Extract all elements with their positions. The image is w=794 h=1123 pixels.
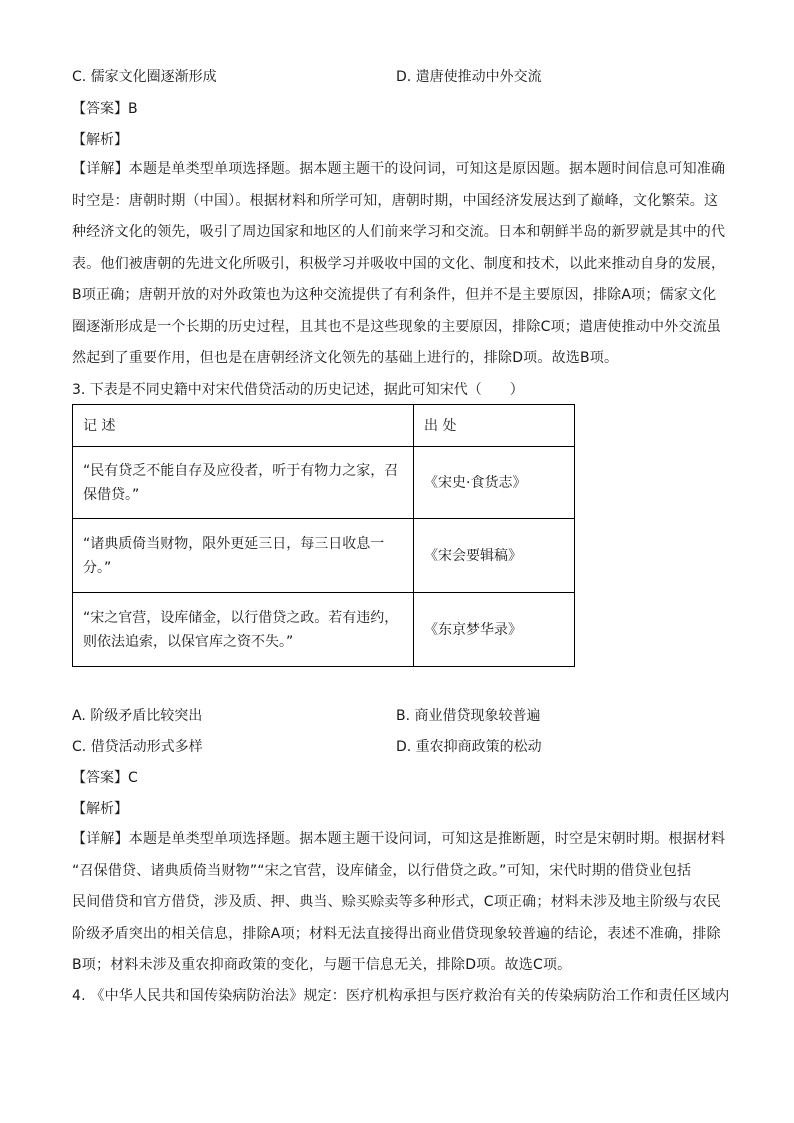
- q3-answer: 【答案】C: [72, 770, 138, 786]
- q3-stem: 3. 下表是不同史籍中对宋代借贷活动的历史记述，据此可知宋代（ ）: [72, 382, 524, 398]
- q2-explanation-line: 然起到了重要作用，但也是在唐朝经济文化领先的基础上进行的，排除D项。故选B项。: [72, 350, 619, 366]
- record-cell: [73, 593, 414, 667]
- q4-stem: 4. 《中华人民共和国传染病防治法》规定：医疗机构承担与医疗救治有关的传染病防治工作和责任区域内: [72, 988, 730, 1004]
- q2-option-d: D. 遣唐使推动中外交流: [396, 69, 542, 85]
- q3-explanation-line: 民间借贷和官方借贷，涉及质、押、典当、赊买赊卖等多种形式，C项正确；材料未涉及地主阶级与农民: [72, 894, 721, 910]
- record-text: “宋之官营，设库储金，以行借贷之政。若有违约，: [83, 609, 399, 626]
- q3-explanation-line: B项；材料未涉及重农抑商政策的变化，与题干信息无关，排除D项。故选C项。: [72, 957, 572, 973]
- table-row: [73, 519, 575, 593]
- q2-explanation-line: 时空是：唐朝时期（中国）。根据材料和所学可知，唐朝时期，中国经济发展达到了巅峰，文化繁荣。这: [72, 193, 719, 209]
- q3-option-a: A. 阶级矛盾比较突出: [72, 708, 203, 724]
- record-text: “民有贷乏不能自存及应役者，听于有物力之家，召: [83, 462, 399, 479]
- record-cell: [73, 519, 414, 593]
- table-row: [73, 593, 575, 667]
- q3-analysis-label: 【解析】: [72, 801, 128, 817]
- q2-answer: 【答案】B: [72, 101, 138, 117]
- header-record: 记 述: [73, 405, 414, 447]
- q2-explanation-line: 表。他们被唐朝的先进文化所吸引，积极学习并吸收中国的文化、制度和技术，以此来推动自身的发展，: [72, 256, 726, 272]
- table-header-row: [73, 405, 575, 447]
- table-row: [73, 447, 575, 519]
- q2-explanation-line: B项正确；唐朝开放的对外政策也为这种交流提供了有利条件，但并不是主要原因，排除A项；儒家文化: [72, 287, 717, 303]
- q3-option-c: C. 借贷活动形式多样: [72, 739, 203, 755]
- q2-analysis-label: 【解析】: [72, 132, 128, 148]
- record-text: 保借贷。”: [83, 486, 140, 503]
- q2-explanation-line: 种经济文化的领先，吸引了周边国家和地区的人们前来学习和交流。日本和朝鲜半岛的新罗就是其中的代: [72, 224, 726, 240]
- record-text: 则依法追索，以保官库之资不失。”: [83, 633, 294, 650]
- record-cell: [73, 447, 414, 519]
- q2-explanation-line: 【详解】本题是单类型单项选择题。据本题主题干的设问词，可知这是原因题。据本题时间信息可知准确: [72, 161, 726, 177]
- header-source: 出 处: [414, 405, 575, 447]
- q3-explanation-line: “召保借贷、诸典质倚当财物”“宋之官营，设库储金，以行借贷之政。”可知，宋代时期的借贷业包括: [72, 863, 692, 879]
- q3-explanation-line: 【详解】本题是单类型单项选择题。据本题主题干设问词，可知这是推断题，时空是宋朝时期。根据材料: [72, 831, 726, 847]
- source-cell: 《宋会要辑稿》: [414, 519, 575, 593]
- q2-option-c: C. 儒家文化圈逐渐形成: [72, 69, 217, 85]
- q3-source-table: [72, 404, 575, 667]
- q3-explanation-line: 阶级矛盾突出的相关信息，排除A项；材料无法直接得出商业借贷现象较普遍的结论，表述不准确，排除: [72, 926, 721, 942]
- record-text: “诸典质倚当财物，限外更延三日，每三日收息一: [83, 535, 385, 552]
- record-text: 分。”: [83, 559, 112, 576]
- source-cell: 《东京梦华录》: [414, 593, 575, 667]
- q3-option-d: D. 重农抑商政策的松动: [396, 739, 542, 755]
- q3-option-b: B. 商业借贷现象较普遍: [396, 708, 541, 724]
- source-cell: 《宋史·食货志》: [414, 447, 575, 519]
- q2-explanation-line: 圈逐渐形成是一个长期的历史过程，且其也不是这些现象的主要原因，排除C项；遣唐使推动中外交流虽: [72, 319, 721, 335]
